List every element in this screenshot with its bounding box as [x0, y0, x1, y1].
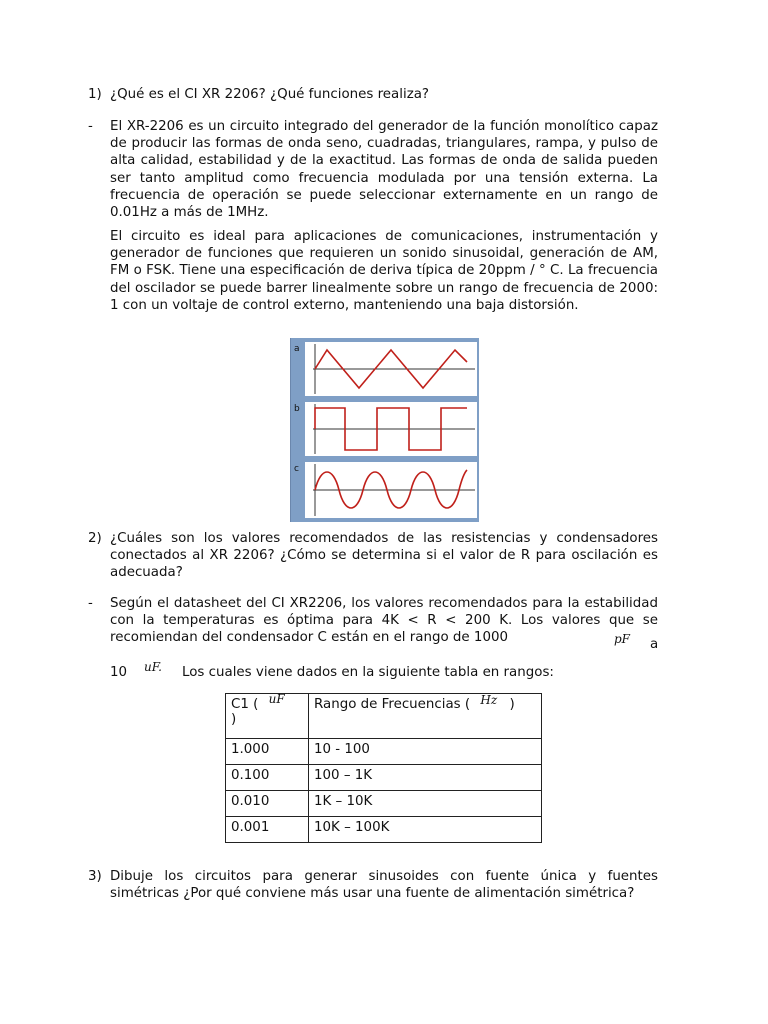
- q3-number: 3): [88, 869, 102, 884]
- table-intro: Los cuales viene dados en la siguiente tabla en rangos:: [182, 665, 554, 680]
- figure-label-b: b: [294, 404, 300, 414]
- q1-number: 1): [88, 87, 102, 102]
- figure-label-a: a: [294, 344, 300, 354]
- cell-range: 10K – 100K: [309, 817, 542, 843]
- header-range-unit: Hz: [480, 693, 498, 707]
- q1-question: ¿Qué es el CI XR 2206? ¿Qué funciones realiza?: [110, 87, 430, 102]
- waveform-figure: [290, 338, 479, 522]
- cell-range: 10 - 100: [309, 739, 542, 765]
- header-range: [309, 694, 542, 739]
- cell-range: 1K – 10K: [309, 791, 542, 817]
- cell-c1: 0.010: [226, 791, 309, 817]
- q2-number: 2): [88, 531, 102, 546]
- word-a: a: [650, 637, 659, 652]
- cell-c1: 1.000: [226, 739, 309, 765]
- table-row: [226, 739, 542, 765]
- frequency-table: [225, 693, 542, 843]
- q1-answer-paragraph-1: El XR-2206 es un circuito integrado del generador de la función monolítico capaz de producir las formas de onda seno, cuadradas, triangulares, rampa, y pulso de alta calidad, estabilidad y de la exactitud. Las formas de onda de salida pueden ser tanto amplitud como frecuencia modulada por una tensión externa. La frecuencia de operación se puede seleccionar externamente en un rango de 0.01Hz a más de 1MHz.: [110, 119, 658, 221]
- q1-bullet: -: [88, 119, 93, 134]
- table-header-row: [226, 694, 542, 739]
- table-row: [226, 791, 542, 817]
- cell-c1: 0.001: [226, 817, 309, 843]
- cell-range: 100 – 1K: [309, 765, 542, 791]
- number-ten: 10: [110, 665, 128, 680]
- unit-uf: uF.: [144, 660, 162, 674]
- table-row: [226, 817, 542, 843]
- cell-c1: 0.100: [226, 765, 309, 791]
- q2-answer-text: Según el datasheet del CI XR2206, los valores recomendados para la estabilidad con la temperaturas es óptima para 4K < R < 200 K. Los valores que se recomiendan del condensador C están en el rango de 1000: [110, 596, 658, 646]
- header-c1-close: ): [231, 712, 237, 727]
- q3-question: Dibuje los circuitos para generar sinusoides con fuente única y fuentes simétricas ¿Por qué conviene más usar una fuente de alimentación simétrica?: [110, 869, 658, 902]
- q2-question: ¿Cuáles son los valores recomendados de las resistencias y condensadores conectados al XR 2206? ¿Cómo se determina si el valor de R para oscilación es adecuada?: [110, 531, 658, 581]
- q1-answer-paragraph-2: El circuito es ideal para aplicaciones de comunicaciones, instrumentación y generador de funciones que requieren un sonido sinusoidal, generación de AM, FM o FSK. Tiene una especificación de deriva típica de 20ppm / ° C. La frecuencia del oscilador se puede barrer linealmente sobre un rango de frecuencia de 2000: 1 con un voltaje de control externo, manteniendo una baja distorsión.: [110, 229, 658, 313]
- waveform-graphics: [291, 338, 479, 522]
- figure-label-c: c: [294, 464, 299, 474]
- header-range-label: Rango de Frecuencias (: [314, 697, 471, 712]
- header-range-close: ): [509, 697, 515, 712]
- header-c1-label: C1 (: [231, 697, 259, 712]
- table-row: [226, 765, 542, 791]
- q2-bullet: -: [88, 596, 93, 611]
- unit-pf: pF: [614, 632, 631, 646]
- header-c1-unit: uF: [268, 692, 285, 706]
- header-c1: [226, 694, 309, 739]
